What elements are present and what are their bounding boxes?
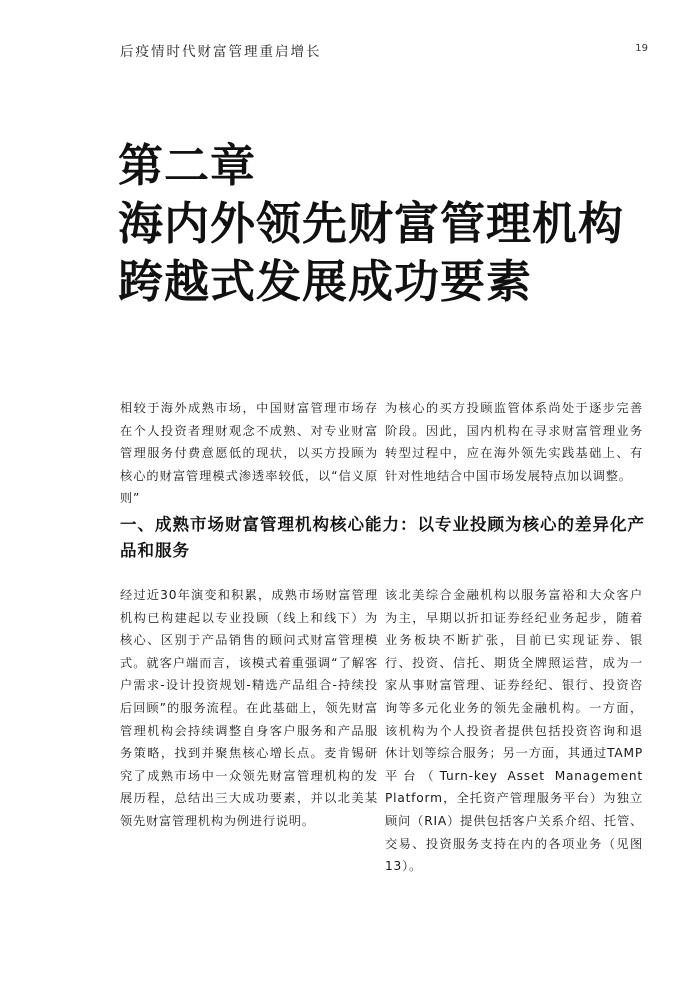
body-paragraph-right: 该北美综合金融机构以服务富裕和大众客户为主，早期以折扣证券经纪业务起步，随着业务板块不断扩张，目前已实现证券、银行、投资、信托、期货全牌照运营，成为一家从事财富管理、证券经纪、银行、投资咨询等多元化业务的领先金融机构。一方面，该机构为个人投资者提供包括投资咨询和退休计划等综合服务；另一方面，其通过TAMP平台（Turn-key Asset Management Platform，全托资产管理服务平台）为独立顾问（RIA）提供包括客户关系介绍、托管、交易、投资服务支持在内的各项业务（见图13）。 [385,588,643,874]
section-heading: 一、成熟市场财富管理机构核心能力：以专业投顾为核心的差异化产品和服务 [120,515,645,560]
running-header: 后疫情时代财富管理重启增长 [120,44,322,60]
page-number: 19 [635,43,648,54]
chapter-title-line-1: 第二章 [118,139,257,192]
intro-paragraph-left: 相较于海外成熟市场，中国财富管理市场存在个人投资者理财观念不成熟、对专业财富管理服务付费意愿低的现状，以买方投顾为核心的财富管理模式渗透率较低，以“信义原则” [120,401,378,506]
chapter-title [118,137,624,311]
chapter-title-line-2: 海内外领先财富管理机构 [118,197,625,250]
intro-paragraph-right: 为核心的买方投顾监管体系尚处于逐步完善阶段。因此，国内机构在寻求财富管理业务转型过程中，应在海外领先实践基础上、有针对性地结合中国市场发展特点加以调整。 [385,401,643,483]
body-paragraph-left: 经过近30年演变和积累，成熟市场财富管理机构已构建起以专业投顾（线上和线下）为核心、区别于产品销售的顾问式财富管理模式。就客户端而言，该模式着重强调“了解客户需求-设计投资规划-精选产品组合-持续投后回顾”的服务流程。在此基础上，领先财富管理机构会持续调整自身客户服务和产品服务策略，找到并聚焦核心增长点。麦肯锡研究了成熟市场中一众领先财富管理机构的发展历程，总结出三大成功要素，并以北美某领先财富管理机构为例进行说明。 [120,588,378,828]
chapter-title-line-3: 跨越式发展成功要素 [118,255,533,308]
